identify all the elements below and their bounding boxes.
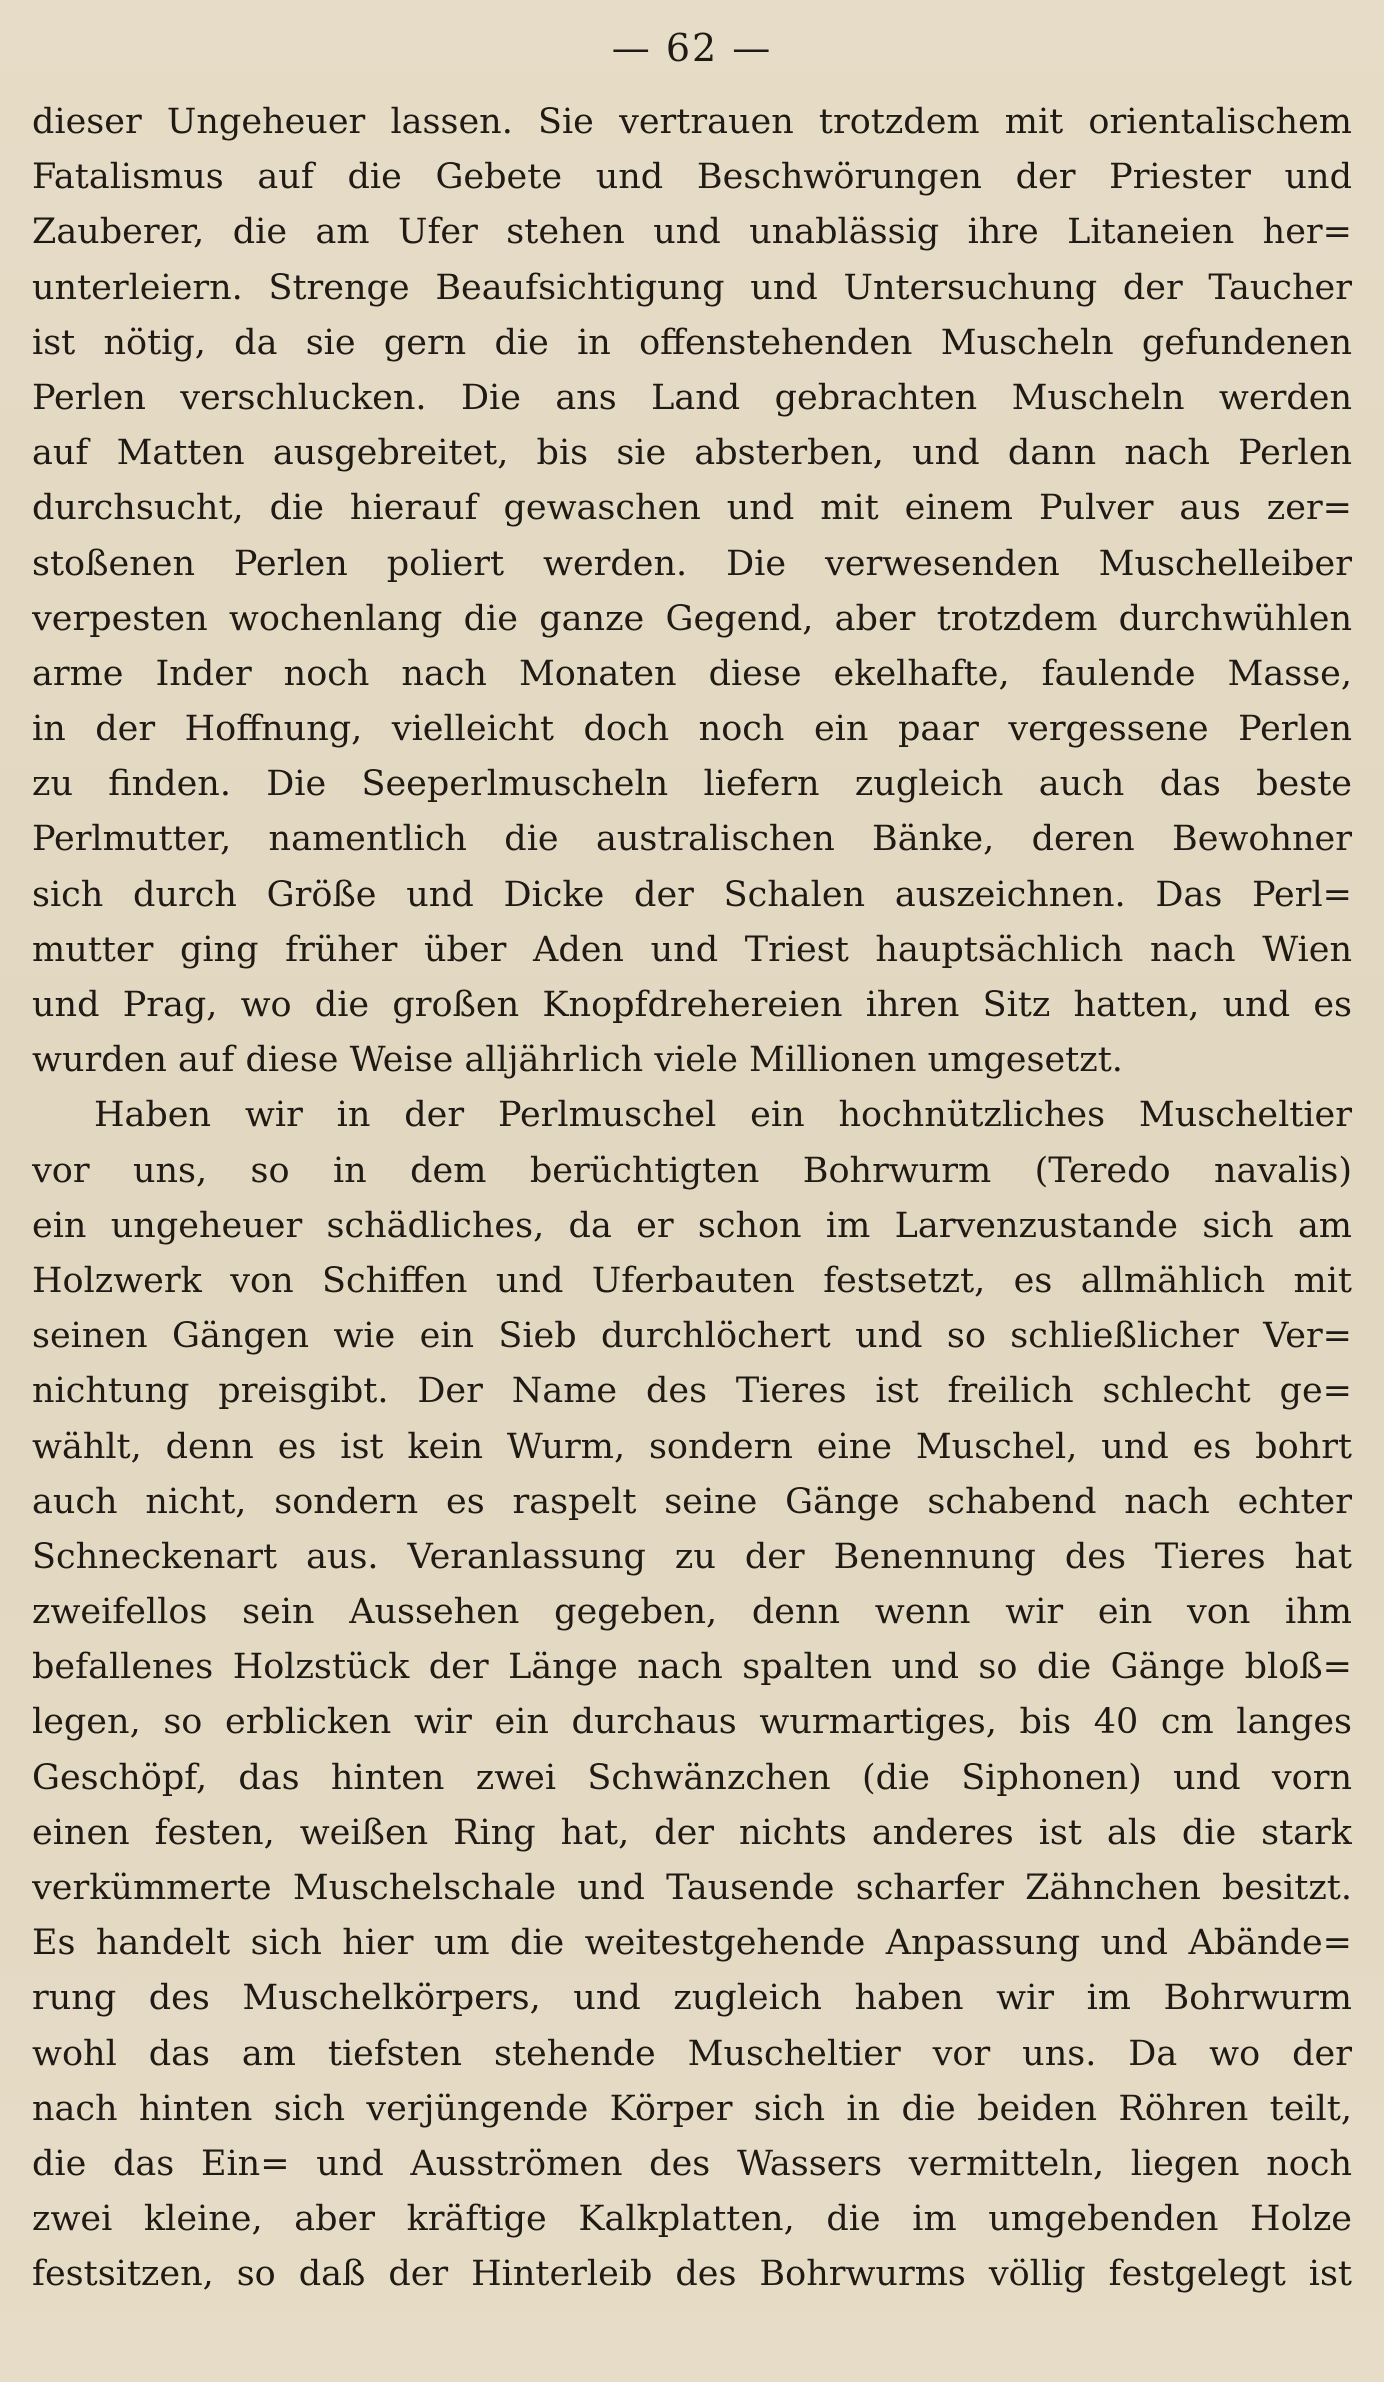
text-line: sich durch Größe und Dicke der Schalen auszeichnen. Das Perl= bbox=[32, 874, 1352, 915]
text-line: Zauberer, die am Ufer stehen und unablässig ihre Litaneien her= bbox=[32, 212, 1352, 253]
text-line: zu finden. Die Seeperlmuscheln liefern zugleich auch das beste bbox=[32, 764, 1352, 805]
text-line: verpesten wochenlang die ganze Gegend, aber trotzdem durchwühlen bbox=[32, 598, 1352, 639]
text-line: wählt, denn es ist kein Wurm, sondern eine Muschel, und es bohrt bbox=[32, 1426, 1352, 1467]
text-line: vor uns, so in dem berüchtigten Bohrwurm (Teredo navalis) bbox=[32, 1150, 1352, 1191]
text-line: zwei kleine, aber kräftige Kalkplatten, die im umgebenden Holze bbox=[32, 2199, 1352, 2240]
text-line: arme Inder noch nach Monaten diese ekelhafte, faulende Masse, bbox=[32, 653, 1352, 694]
text-line: rung des Muschelkörpers, und zugleich haben wir im Bohrwurm bbox=[32, 1978, 1352, 2019]
text-line: zweifellos sein Aussehen gegeben, denn wenn wir ein von ihm bbox=[32, 1592, 1352, 1633]
text-line: seinen Gängen wie ein Sieb durchlöchert und so schließlicher Ver= bbox=[32, 1316, 1352, 1357]
paragraph-first-line: Haben wir in der Perlmuschel ein hochnützliches Muscheltier bbox=[94, 1095, 1352, 1136]
text-line: in der Hoffnung, vielleicht doch noch ein paar vergessene Perlen bbox=[32, 709, 1352, 750]
text-line: Geschöpf, das hinten zwei Schwänzchen (die Siphonen) und vorn bbox=[32, 1757, 1352, 1798]
text-line: wohl das am tiefsten stehende Muscheltier vor uns. Da wo der bbox=[32, 2033, 1352, 2074]
page-number: — 62 — bbox=[611, 26, 773, 70]
text-line: verkümmerte Muschelschale und Tausende scharfer Zähnchen besitzt. bbox=[32, 1868, 1352, 1908]
text-line: durchsucht, die hierauf gewaschen und mit einem Pulver aus zer= bbox=[32, 488, 1352, 529]
text-line: festsitzen, so daß der Hinterleib des Bohrwurms völlig festgelegt ist bbox=[32, 2254, 1352, 2295]
text-line: Fatalismus auf die Gebete und Beschwörungen der Priester und bbox=[32, 157, 1352, 198]
body-text bbox=[32, 95, 1352, 2303]
text-line: nichtung preisgibt. Der Name des Tieres ist freilich schlecht ge= bbox=[32, 1371, 1352, 1412]
text-line: Schneckenart aus. Veranlassung zu der Benennung des Tieres hat bbox=[32, 1536, 1352, 1577]
text-line: ein ungeheuer schädliches, da er schon im Larvenzustande sich am bbox=[32, 1205, 1352, 1246]
text-line: auch nicht, sondern es raspelt seine Gänge schabend nach echter bbox=[32, 1481, 1352, 1522]
text-line: einen festen, weißen Ring hat, der nichts anderes ist als die stark bbox=[32, 1812, 1352, 1853]
text-line: ist nötig, da sie gern die in offenstehenden Muscheln gefundenen bbox=[32, 322, 1352, 363]
text-line: nach hinten sich verjüngende Körper sich in die beiden Röhren teilt, bbox=[32, 2088, 1352, 2129]
text-line: und Prag, wo die großen Knopfdrehereien ihren Sitz hatten, und es bbox=[32, 985, 1352, 1025]
text-line: Perlmutter, namentlich die australischen Bänke, deren Bewohner bbox=[32, 819, 1352, 860]
text-line: die das Ein= und Ausströmen des Wassers vermitteln, liegen noch bbox=[32, 2143, 1352, 2184]
text-line: Es handelt sich hier um die weitestgehende Anpassung und Abände= bbox=[32, 1923, 1352, 1964]
text-line: stoßenen Perlen poliert werden. Die verwesenden Muschelleiber bbox=[32, 543, 1352, 584]
paragraph-last-line: wurden auf diese Weise alljährlich viele Millionen umgesetzt. bbox=[32, 1040, 1123, 1081]
text-line: dieser Ungeheuer lassen. Sie vertrauen trotzdem mit orientalischem bbox=[32, 102, 1352, 142]
text-line: befallenes Holzstück der Länge nach spalten und so die Gänge bloß= bbox=[32, 1647, 1352, 1688]
text-line: Perlen verschlucken. Die ans Land gebrachten Muscheln werden bbox=[32, 377, 1352, 418]
text-line: mutter ging früher über Aden und Triest hauptsächlich nach Wien bbox=[32, 929, 1352, 970]
text-line: auf Matten ausgebreitet, bis sie absterben, und dann nach Perlen bbox=[32, 433, 1352, 474]
text-line: legen, so erblicken wir ein durchaus wurmartiges, bis 40 cm langes bbox=[32, 1702, 1352, 1743]
text-line: unterleiern. Strenge Beaufsichtigung und Untersuchung der Taucher bbox=[32, 267, 1352, 308]
text-line: Holzwerk von Schiffen und Uferbauten festsetzt, es allmählich mit bbox=[32, 1260, 1352, 1301]
